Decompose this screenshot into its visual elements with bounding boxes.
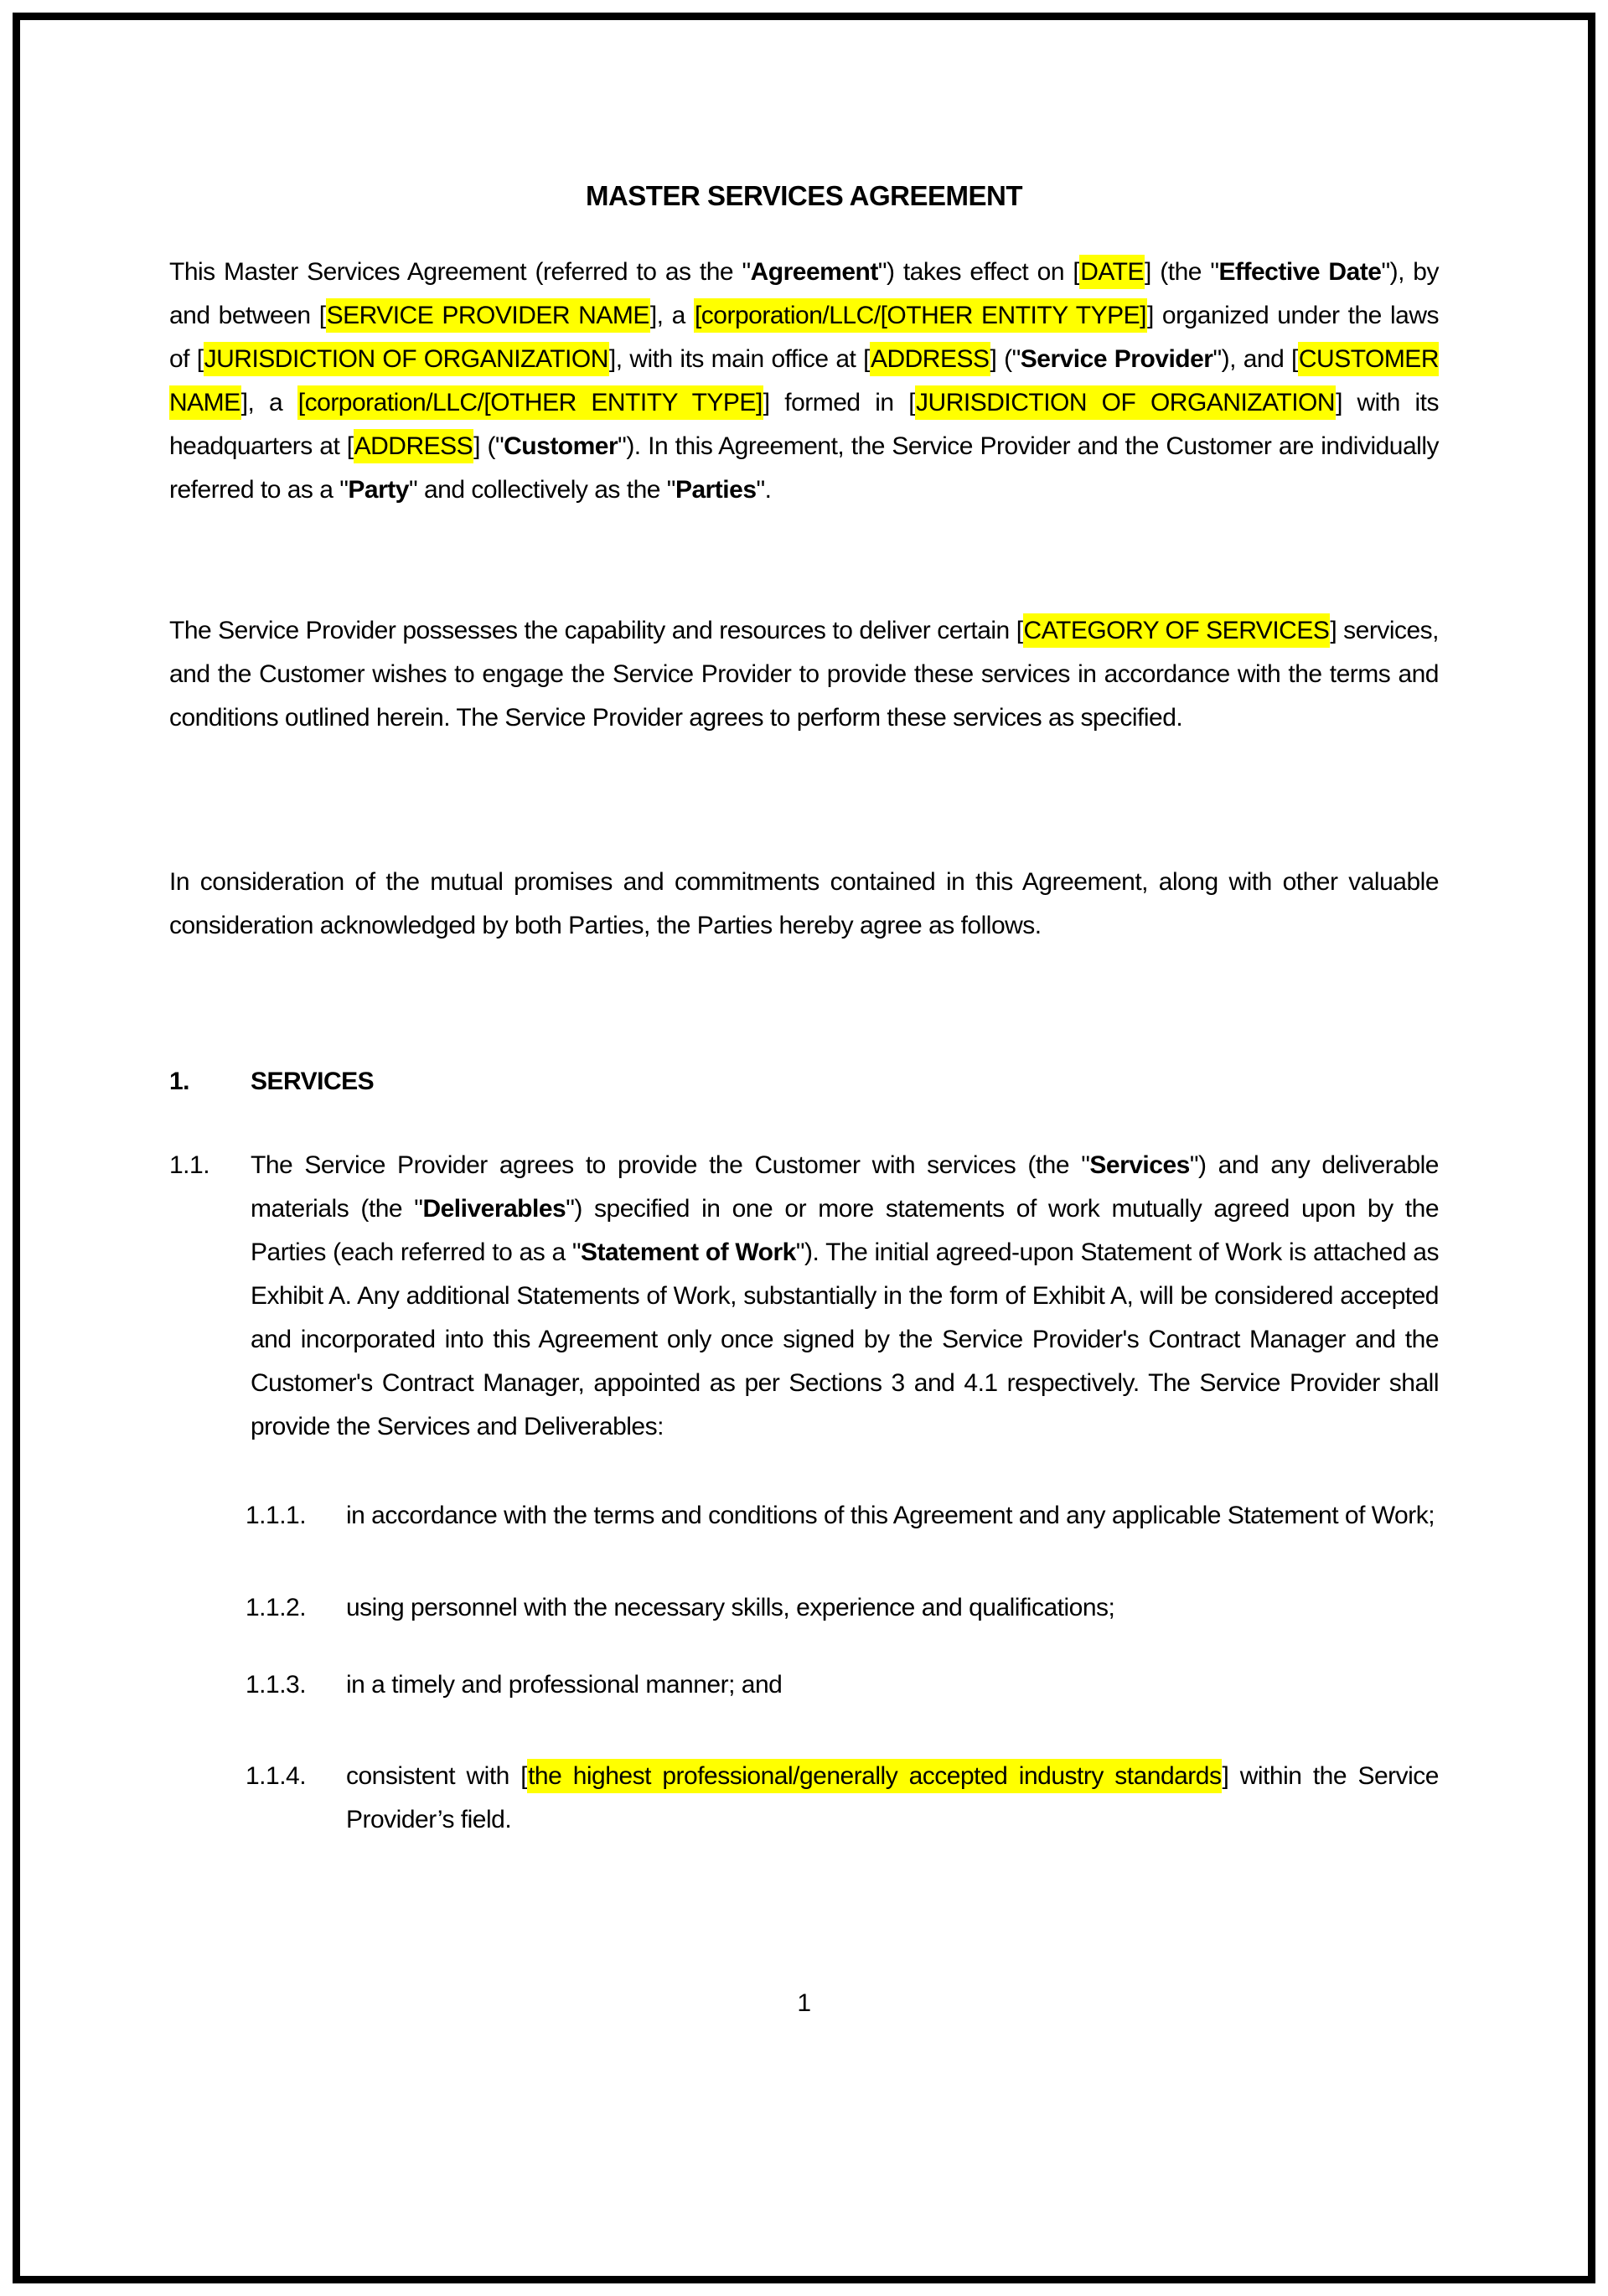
text-run: " and collectively as the " [408, 476, 675, 504]
placeholder-highlight: JURISDICTION OF ORGANIZATION [915, 385, 1336, 420]
subclause-body [346, 1663, 1439, 1707]
subclause-body [346, 1586, 1439, 1630]
page-number: 1 [797, 1989, 811, 2017]
text-run: using personnel with the necessary skills, experience and qualifications; [346, 1594, 1115, 1621]
placeholder-highlight: ADDRESS [870, 342, 990, 376]
placeholder-highlight: SERVICE PROVIDER NAME [326, 298, 650, 333]
text-run: ") specified in one or more statements of work mutually agreed upon by the Parties (each referred to as a " [251, 1195, 1440, 1266]
subclause-number: 1.1.1. [246, 1502, 307, 1529]
text-run: ], a [240, 389, 297, 416]
bold-term: Statement of Work [581, 1238, 796, 1266]
paragraph-intro [169, 251, 1439, 512]
subclause-number: 1.1.3. [246, 1671, 307, 1699]
placeholder-highlight: JURISDICTION OF ORGANIZATION [204, 342, 609, 376]
text-run: in accordance with the terms and conditions of this Agreement and any applicable Statement of Work; [346, 1502, 1435, 1529]
clause-number: 1.1. [169, 1151, 210, 1179]
text-run: ] (" [473, 432, 504, 460]
text-run: "), and [ [1212, 345, 1298, 373]
placeholder-highlight: ADDRESS [354, 429, 474, 463]
text-run: ] within the Service Provider’s field. [346, 1762, 1439, 1833]
text-run: "). In this Agreement, the Service Provider and the Customer are individually referred to as a " [169, 432, 1439, 504]
placeholder-highlight: [corporation/LLC/[OTHER ENTITY TYPE] [297, 385, 763, 420]
subclause-body [346, 1494, 1439, 1538]
text-run: ] (" [990, 345, 1021, 373]
placeholder-highlight: CATEGORY OF SERVICES [1023, 613, 1331, 648]
bold-term: Agreement [750, 258, 878, 286]
text-run: ] (the " [1145, 258, 1219, 286]
subclause-1-1-3 [169, 1663, 1439, 1707]
subclause-number: 1.1.4. [246, 1762, 307, 1790]
section-title: SERVICES [251, 1068, 375, 1095]
bold-term: Services [1089, 1151, 1190, 1179]
document-title: MASTER SERVICES AGREEMENT [585, 180, 1023, 211]
clause-1-1 [169, 1144, 1439, 1449]
bold-term: Deliverables [422, 1195, 566, 1223]
text-run: The Service Provider possesses the capability and resources to deliver certain [ [169, 617, 1023, 644]
clause-body [251, 1144, 1439, 1449]
text-run: ], with its main office at [ [608, 345, 870, 373]
text-run: ] with its headquarters at [ [169, 389, 1439, 460]
text-run: ". [756, 476, 772, 504]
text-run: The Service Provider agrees to provide the Customer with services (the " [251, 1151, 1090, 1179]
text-run: ") and any deliverable materials (the " [251, 1151, 1439, 1223]
paragraph-consideration [169, 861, 1439, 948]
text-run: In consideration of the mutual promises and commitments contained in this Agreement, along with other valuable consideration acknowledged by both Parties, the Parties hereby agree as follows. [169, 868, 1439, 939]
placeholder-highlight: [corporation/LLC/[OTHER ENTITY TYPE] [694, 298, 1147, 333]
placeholder-highlight: CUSTOMER NAME [169, 342, 1439, 420]
text-run: "). The initial agreed-upon Statement of Work is attached as Exhibit A. Any additional Statements of Work, substantially in the form of Exhibit A, will be considered accepted and incorporated into this Agreement only once signed by the Service Provider's Contract Manager and the Customer's Contract Manager, appointed as per Sections 3 and 4.1 respectively. The Service Provider shall provide the Services and Deliverables: [251, 1238, 1439, 1440]
subclause-1-1-1 [169, 1494, 1439, 1538]
text-run: ] services, and the Customer wishes to engage the Service Provider to provide these services in accordance with the terms and conditions outlined herein. The Service Provider agrees to perform these services as specified. [169, 617, 1439, 732]
text-run: consistent with [ [346, 1762, 528, 1790]
text-run: This Master Services Agreement (referred to as the " [169, 258, 751, 286]
text-run: "), by and between [ [169, 258, 1439, 329]
bold-term: Service Provider [1020, 345, 1213, 373]
text-run: ], a [649, 302, 694, 329]
bold-term: Parties [675, 476, 757, 504]
subclause-body [346, 1755, 1439, 1842]
bold-term: Customer [504, 432, 618, 460]
paragraph-capability [169, 609, 1439, 740]
section-number: 1. [169, 1068, 190, 1095]
subclause-1-1-2 [169, 1586, 1439, 1630]
placeholder-highlight: DATE [1079, 255, 1145, 289]
subclause-1-1-4 [169, 1755, 1439, 1842]
page-content [0, 174, 1608, 2025]
subclause-number: 1.1.2. [246, 1594, 307, 1621]
bold-term: Party [348, 476, 409, 504]
text-run: in a timely and professional manner; and [346, 1671, 783, 1699]
text-run: ] formed in [ [763, 389, 916, 416]
text-run: ] organized under the laws of [ [169, 302, 1439, 373]
text-run: ") takes effect on [ [877, 258, 1080, 286]
bold-term: Effective Date [1218, 258, 1382, 286]
placeholder-highlight: the highest professional/generally accepted industry standards [527, 1759, 1222, 1793]
section-heading [169, 1060, 1439, 1104]
